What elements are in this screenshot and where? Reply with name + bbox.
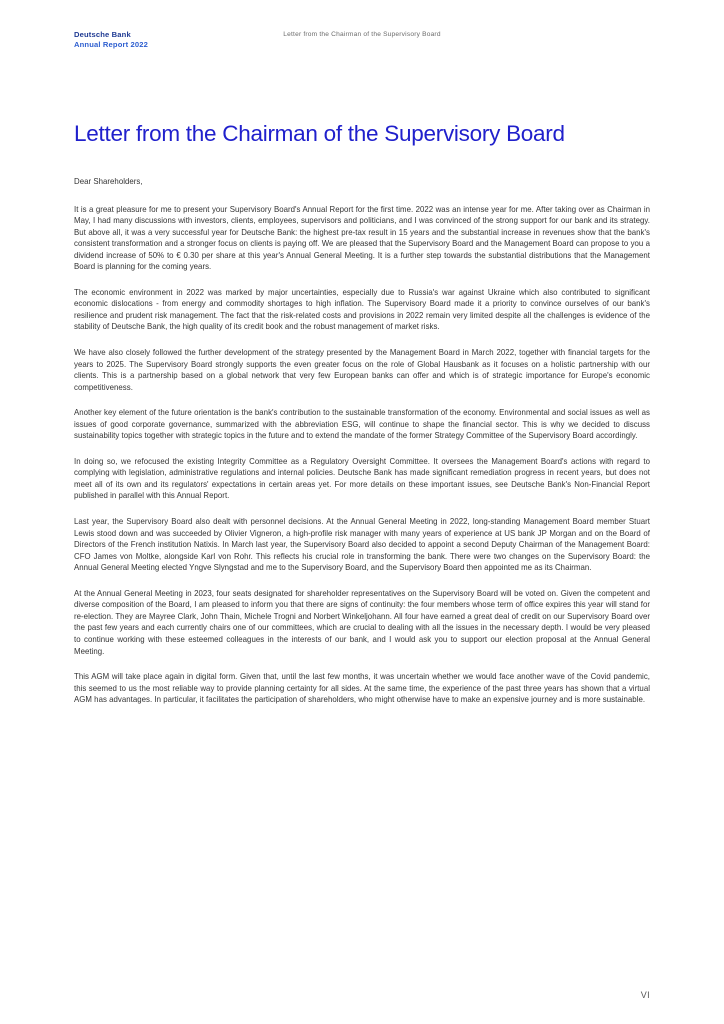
paragraph-6: Last year, the Supervisory Board also dealt with personnel decisions. At the Annual General Meeting in 2022, long-standing Management Board member Stuart Lewis stood down and was succeeded by Olivier Vigneron, a high-profile risk manager with many years of experience at US bank JP Morgan and on the Board of Directors of the French institution Natixis. In March last year, the Supervisory Board also decided to appoint a second Deputy Chairman of the Management Board: CFO James von Moltke, alongside Karl von Rohr. This reflects his crucial role in transforming the bank. There were two changes on the Supervisory Board: the Annual General Meeting elected Yngve Slyngstad and me to the Supervisory Board, and the Supervisory Board then appointed me as its Chairman. (74, 517, 650, 573)
paragraph-2: The economic environment in 2022 was marked by major uncertainties, especially due to Russia's war against Ukraine which also contributed to significant economic dislocations - from energy and commodity shortages to high inflation. The Supervisory Board made it a priority to convince ourselves of our bank's resilience and prudent risk management. The fact that the risk-related costs and provisions in 2022 remain very limited despite all the challenges is evidence of the stability of Deutsche Bank, the high quality of its credit book and the robust management of market risks. (74, 287, 650, 332)
brand-name: Deutsche Bank (74, 30, 131, 39)
letter-body (74, 176, 650, 706)
running-header (74, 30, 650, 56)
page-title: Letter from the Chairman of the Supervisory Board (74, 121, 565, 146)
paragraph-1: It is a great pleasure for me to present your Supervisory Board's Annual Report for the first time. 2022 was an intense year for me. After taking over as Chairman in May, I had many discussions with investors, clients, employees, supervisors and politicians, and I was convinced of the strong support for our bank and its strategy. But above all, it was a very successful year for Deutsche Bank: the highest pre-tax result in 15 years and the substantial increase in revenues show that the bank's consistent transformation and a stronger focus on clients is paying off. We are pleased that the Supervisory Board and the Management Board can propose to you a dividend increase of 50% to € 0.30 per share at this year's Annual General Meeting. It is a further step towards the substantial distributions that the Management Board is planning for the coming years. (74, 204, 650, 272)
salutation: Dear Shareholders, (74, 177, 143, 186)
brand-report-year: Annual Report 2022 (74, 40, 149, 50)
paragraph-7: At the Annual General Meeting in 2023, four seats designated for shareholder representatives on the Supervisory Board will be voted on. Given the competent and diverse composition of the Board, I am pleased to inform you that there are signs of continuity: the four members whose term of office expires this year will stand for re-election. They are Mayree Clark, John Thain, Michele Trogni and Norbert Winkeljohann. All four have earned a great deal of credit on our Supervisory Board over the past few years and each currently chairs one of our committees, which are crucial to dealing with all the issues in the necessary depth. I would be very pleased to continue working with these esteemed colleagues in the interests of our bank, and I would ask you to support our election proposal at the Annual General Meeting. (74, 588, 650, 656)
paragraph-4: Another key element of the future orientation is the bank's contribution to the sustainable transformation of the economy. Environmental and social issues as well as issues of good corporate governance, summarized with the abbreviation ESG, will continue to shape the financial sector. This is why we decided to discuss sustainability topics together with strategic topics in the future and to extend the mandate of the former Strategy Committee of the Supervisory Board accordingly. (74, 408, 650, 441)
running-header-title: Letter from the Chairman of the Supervisory Board (283, 31, 441, 38)
paragraph-3: We have also closely followed the further development of the strategy presented by the Management Board in March 2022, together with financial targets for the years to 2025. The Supervisory Board strongly supports the even greater focus on the role of Global Hausbank as it focuses on a holistic partnership with our clients. This is a partnership based on a global network that very few European banks can offer and which is of strategic importance for Europe's economic competitiveness. (74, 348, 650, 392)
paragraph-8: This AGM will take place again in digital form. Given that, until the last few months, it was uncertain whether we would face another wave of the Covid pandemic, this seemed to us the most reliable way to provide planning certainty for all sides. At the same time, the experience of the past three years has shown that a virtual AGM has advantages. In particular, it facilitates the participation of shareholders, who might otherwise have to make an expensive journey and is more sustainable. (74, 672, 650, 705)
paragraph-5: In doing so, we refocused the existing Integrity Committee as a Regulatory Oversight Committee. It oversees the Management Board's actions with regard to complying with legislation, administrative regulations and internal policies. Deutsche Bank has made significant remediation progress in recent years, but does not meet all of its own and its regulators' expectations in certain areas yet. For more details on these important issues, see Deutsche Bank's Non-Financial Report published in parallel with this Annual Report. (74, 456, 650, 501)
page-number: VI (640, 990, 650, 1000)
